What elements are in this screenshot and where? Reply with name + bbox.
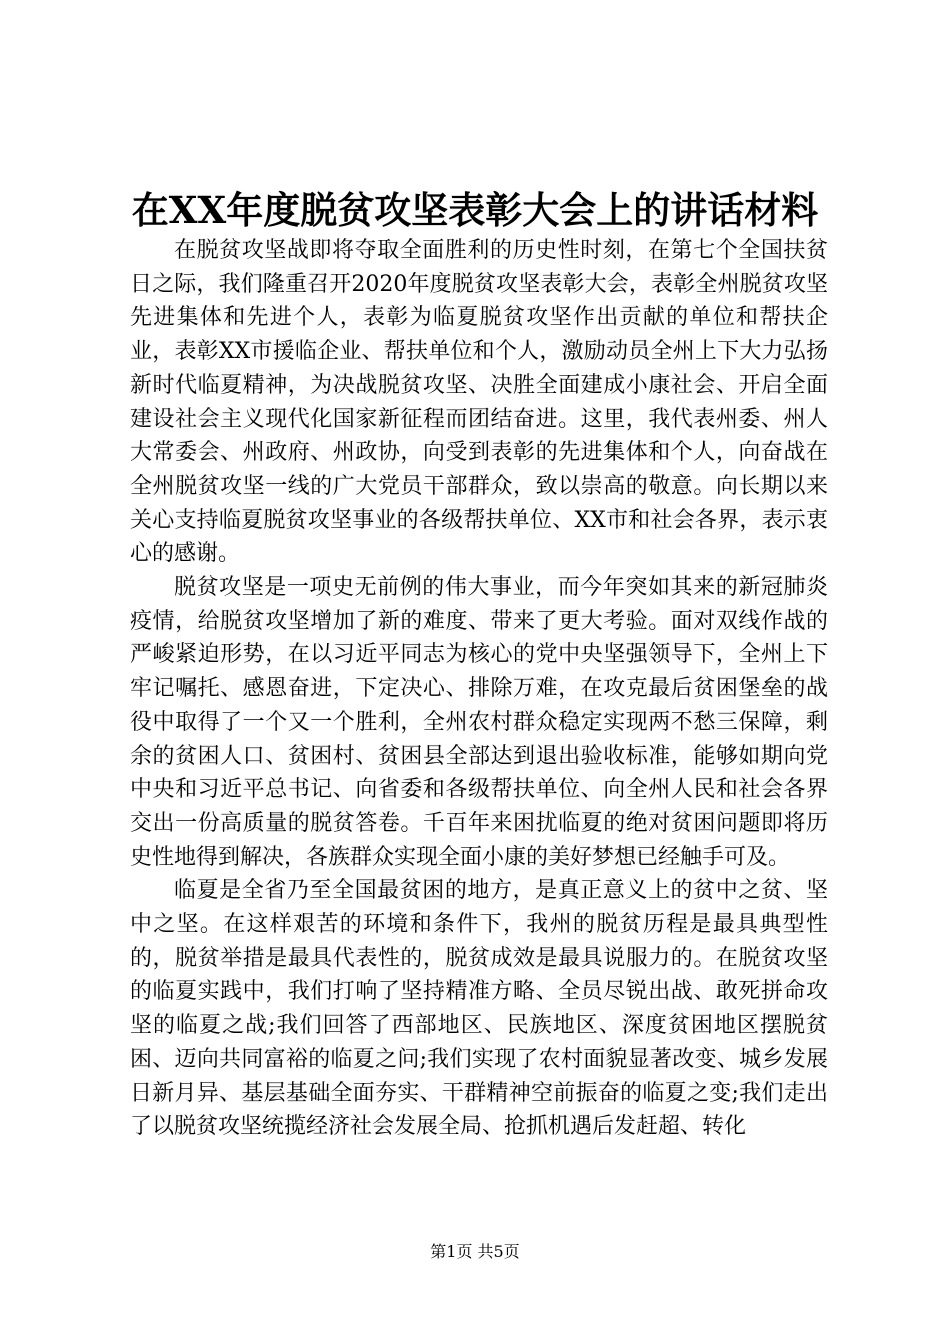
paragraph-2: 脱贫攻坚是一项史无前例的伟大事业，而今年突如其来的新冠肺炎疫情，给脱贫攻坚增加了新的难度、带来了更大考验。面对双线作战的严峻紧迫形势，在以习近平同志为核心的党中央坚强领导下，全州上下牢记嘱托、感恩奋进，下定决心、排除万难，在攻克最后贫困堡垒的战役中取得了一个又一个胜利，全州农村群众稳定实现两不愁三保障，剩余的贫困人口、贫困村、贫困县全部达到退出验收标准，能够如期向党中央和习近平总书记、向省委和各级帮扶单位、向全州人民和社会各界交出一份高质量的脱贫答卷。千百年来困扰临夏的绝对贫困问题即将历史性地得到解决，各族群众实现全面小康的美好梦想已经触手可及。 bbox=[130, 575, 828, 870]
page-footer: 第1页 共5页 bbox=[430, 1242, 520, 1261]
paragraph-1: 在脱贫攻坚战即将夺取全面胜利的历史性时刻，在第七个全国扶贫日之际，我们隆重召开2020年度脱贫攻坚表彰大会，表彰全州脱贫攻坚先进集体和先进个人，表彰为临夏脱贫攻坚作出贡献的单位和帮扶企业，表彰XX市援临企业、帮扶单位和个人，激励动员全州上下大力弘扬新时代临夏精神，为决战脱贫攻坚、决胜全面建成小康社会、开启全面建设社会主义现代化国家新征程而团结奋进。这里，我代表州委、州人大常委会、州政府、州政协，向受到表彰的先进集体和个人，向奋战在全州脱贫攻坚一线的广大党员干部群众，致以崇高的敬意。向长期以来关心支持临夏脱贫攻坚事业的各级帮扶单位、XX市和社会各界，表示衷心的感谢。 bbox=[130, 238, 828, 567]
document-title: 在XX年度脱贫攻坚表彰大会上的讲话材料 bbox=[131, 188, 819, 232]
paragraph-3: 临夏是全省乃至全国最贫困的地方，是真正意义上的贫中之贫、坚中之坚。在这样艰苦的环境和条件下，我州的脱贫历程是最具典型性的，脱贫举措是最具代表性的，脱贫成效是最具说服力的。在脱贫攻坚的临夏实践中，我们打响了坚持精准方略、全员尽锐出战、敢死拼命攻坚的临夏之战;我们回答了西部地区、民族地区、深度贫困地区摆脱贫困、迈向共同富裕的临夏之问;我们实现了农村面貌显著改变、城乡发展日新月异、基层基础全面夯实、干群精神空前振奋的临夏之变;我们走出了以脱贫攻坚统揽经济社会发展全局、抢抓机遇后发赶超、转化 bbox=[130, 878, 828, 1140]
document-body bbox=[130, 234, 828, 1144]
